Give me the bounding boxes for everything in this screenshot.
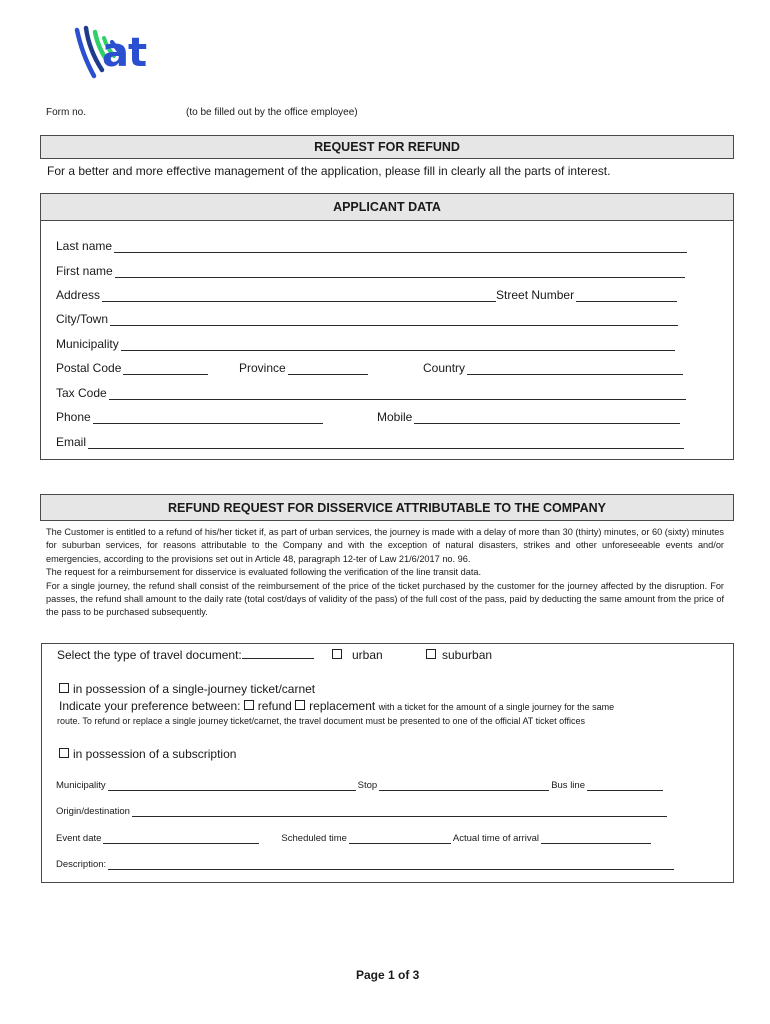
disservice-text [46,526,724,620]
country-field[interactable] [423,361,683,375]
bus-line-label: Bus line [551,780,585,791]
stop-label: Stop [357,780,378,791]
single-journey-option[interactable] [59,682,315,696]
phone-label: Phone [56,410,91,424]
postal-code-input[interactable] [123,364,208,375]
event-date-label: Event date [56,833,102,844]
origin-destination-label: Origin/destination [56,806,130,817]
refund-label: refund [257,699,292,713]
page-number: Page 1 of 3 [356,968,420,982]
street-number-input[interactable] [576,291,677,302]
applicant-data-header: APPLICANT DATA [40,193,734,221]
origin-destination-input[interactable] [132,807,667,817]
suburban-label: suburban [442,648,493,662]
travel-document-section [41,643,734,883]
stop-input[interactable] [379,781,549,791]
country-input[interactable] [467,364,683,375]
description-label: Description: [56,859,107,870]
replacement-checkbox[interactable] [295,700,305,710]
subscription-option[interactable] [59,747,236,761]
refund-checkbox[interactable] [244,700,254,710]
province-input[interactable] [288,364,368,375]
disservice-paragraph-2: The request for a reimbursement for disservice is evaluated following the verification of the line transit data. [46,567,482,578]
scheduled-time-input[interactable] [349,834,451,844]
province-label: Province [239,361,286,375]
event-date-row [56,833,651,844]
last-name-input[interactable] [114,242,687,253]
municipality-label: Municipality [56,337,119,351]
urban-checkbox[interactable] [332,649,342,659]
phone-input[interactable] [93,413,323,424]
travel-type-row [57,648,314,662]
mobile-label: Mobile [377,410,413,424]
description-row [56,859,674,870]
preference-row [59,699,614,713]
street-number-label: Street Number [496,288,575,302]
travel-type-label: Select the type of travel document: [57,648,242,662]
event-date-input[interactable] [103,834,259,844]
travel-type-input[interactable] [242,648,314,659]
subscription-checkbox[interactable] [59,748,69,758]
last-name-field[interactable] [56,239,687,253]
email-field[interactable] [56,435,684,449]
intro-text: For a better and more effective management of the application, please fill in clearly all the parts of interest. [47,164,611,178]
actual-time-input[interactable] [541,834,651,844]
disservice-header: REFUND REQUEST FOR DISSERVICE ATTRIBUTABLE TO THE COMPANY [40,494,734,521]
logo-wordmark: at [102,30,147,76]
mobile-input[interactable] [414,413,680,424]
trip-municipality-input[interactable] [108,781,356,791]
last-name-label: Last name [56,239,113,253]
first-name-input[interactable] [115,267,685,278]
single-journey-label: in possession of a single-journey ticket/carnet [73,682,316,696]
page-title: REQUEST FOR REFUND [40,135,734,159]
origin-destination-row [56,806,667,817]
form-no-note: (to be filled out by the office employee) [186,107,358,118]
province-field[interactable] [239,361,368,375]
postal-code-label: Postal Code [56,361,122,375]
disservice-paragraph-1: The Customer is entitled to a refund of his/her ticket if, as part of urban services, the journey is made with a delay of more than 30 (thirty) minutes, or 60 (sixty) minutes for suburban services, for reasons attributable to the Company and with the exception of natural disasters, strikes and other unforeseeable events and/or emergencies, according to the provisions set out in Article 48, paragraph 12-ter of Law 21/6/2017 no. 96. [46,527,724,564]
preference-label: Indicate your preference between: [59,699,241,713]
city-town-label: City/Town [56,312,109,326]
single-journey-checkbox[interactable] [59,683,69,693]
subscription-label: in possession of a subscription [73,747,237,761]
tax-code-field[interactable] [56,386,686,400]
city-town-input[interactable] [110,315,678,326]
suburban-option[interactable] [426,648,492,662]
disservice-paragraph-3: For a single journey, the refund shall consist of the reimbursement of the price of the ticket purchased by the customer for the journey affected by the disruption. For passes, the refund shall amount to the daily rate (total cost/days of validity of the pass) of the full cost of the pass, paid by deducting the same amount from the price of the pass to be purchased subsequently. [46,580,724,618]
email-input[interactable] [88,438,684,449]
urban-label: urban [352,648,383,662]
municipality-stop-row [56,780,663,791]
description-input[interactable] [108,860,674,870]
first-name-label: First name [56,264,113,278]
scheduled-time-label: Scheduled time [281,833,347,844]
route-note: route. To refund or replace a single journey ticket/carnet, the travel document must be presented to one of the official AT ticket offices [57,716,585,726]
suburban-checkbox[interactable] [426,649,436,659]
form-no-label: Form no. [46,107,87,118]
actual-time-label: Actual time of arrival [452,833,539,844]
city-town-field[interactable] [56,312,678,326]
address-field[interactable] [56,288,677,302]
trip-municipality-label: Municipality [56,780,106,791]
address-input[interactable] [102,291,496,302]
replacement-note: with a ticket for the amount of a single journey for the same [378,702,615,712]
urban-option[interactable] [332,648,383,662]
bus-line-input[interactable] [587,781,663,791]
country-label: Country [423,361,466,375]
mobile-field[interactable] [377,410,680,424]
municipality-field[interactable] [56,337,675,351]
tax-code-label: Tax Code [56,386,107,400]
postal-code-field[interactable] [56,361,208,375]
email-label: Email [56,435,87,449]
tax-code-input[interactable] [109,389,686,400]
municipality-input[interactable] [121,340,675,351]
replacement-label: replacement [309,699,376,713]
address-label: Address [56,288,101,302]
first-name-field[interactable] [56,264,685,278]
phone-field[interactable] [56,410,323,424]
